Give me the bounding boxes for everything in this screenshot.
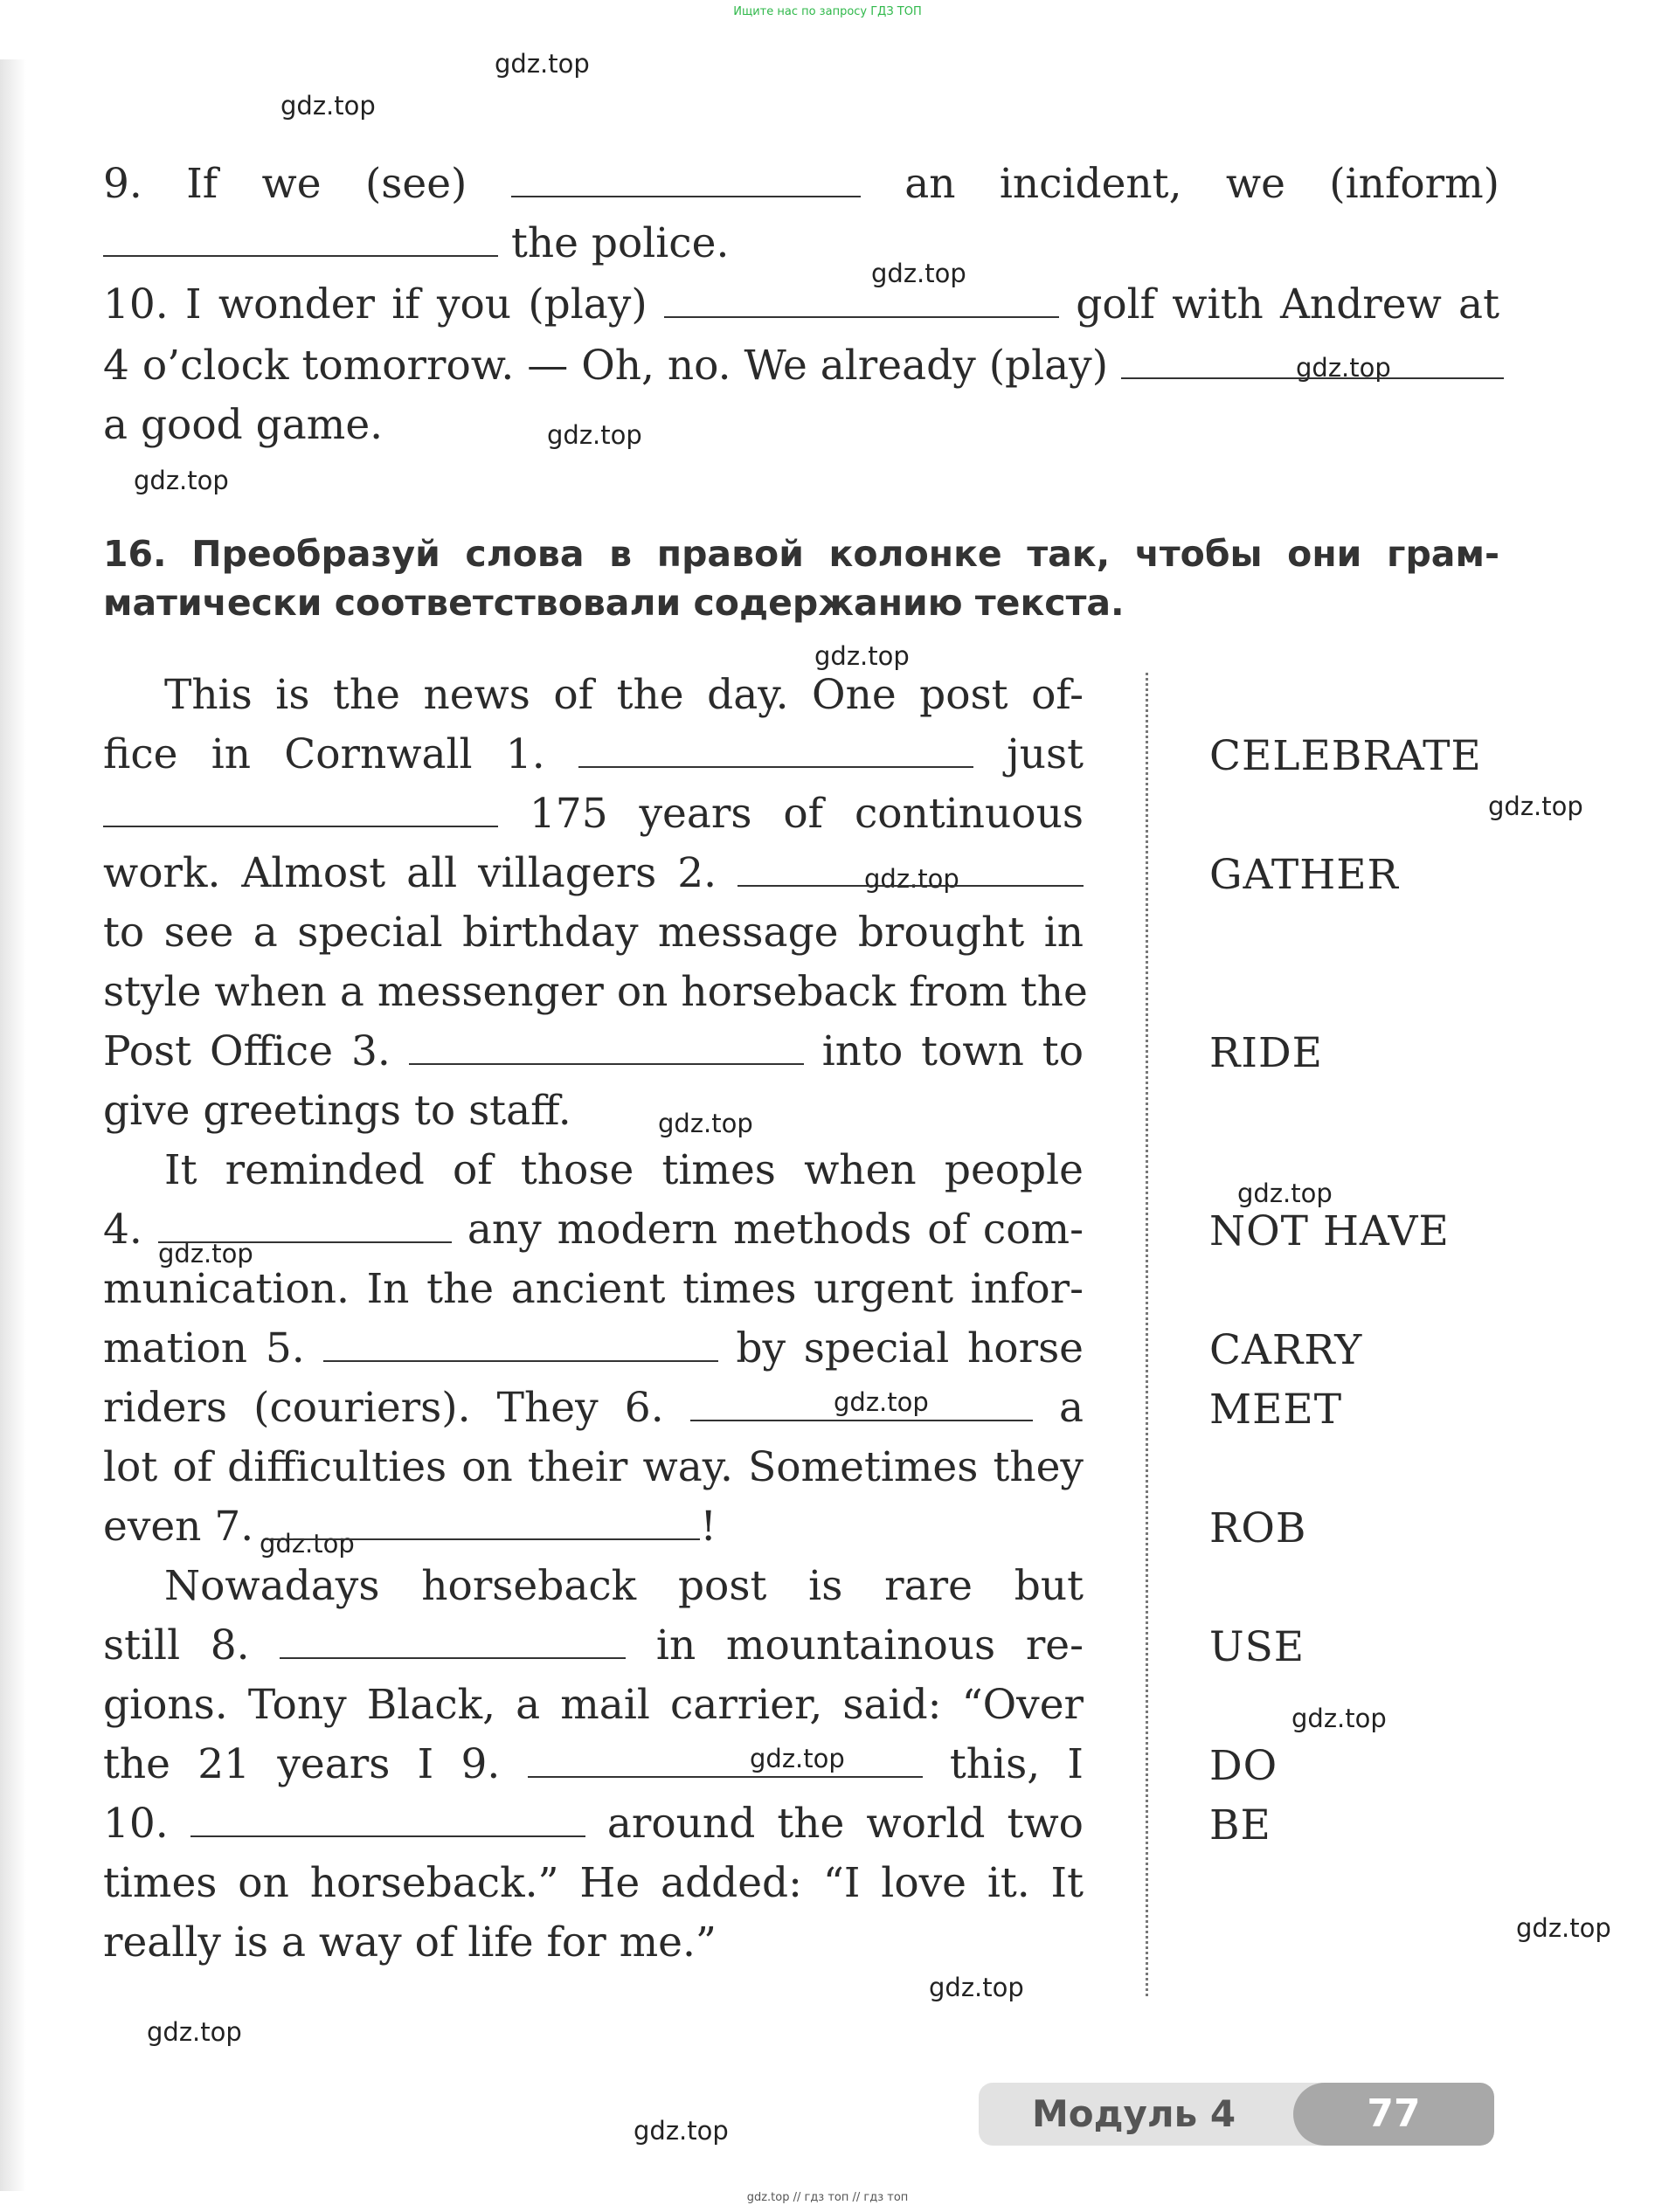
watermark: gdz.top <box>1296 353 1391 383</box>
answer-blank-5[interactable] <box>323 1359 718 1362</box>
watermark: gdz.top <box>929 1973 1024 2002</box>
answer-blank[interactable] <box>103 254 498 257</box>
answer-blank-6[interactable] <box>690 1419 1033 1421</box>
answer-blank-4[interactable] <box>158 1241 452 1243</box>
watermark: gdz.top <box>147 2017 242 2047</box>
watermark: gdz.top <box>871 259 966 288</box>
answer-blank-2[interactable] <box>737 884 1084 887</box>
text-line: style when a messenger on horseback from the <box>103 968 1088 1016</box>
answer-blank-1a[interactable] <box>578 765 973 768</box>
answer-blank-3[interactable] <box>409 1062 804 1065</box>
footer-note: gdz.top // гдз топ // гдз топ <box>746 2191 909 2204</box>
text-line: even 7. ! <box>103 1503 717 1551</box>
prev-line-3: 10. I wonder if you (play) golf with Andrew at <box>103 280 1499 328</box>
header-note: Ищите нас по запросу ГДЗ ТОП <box>733 5 922 18</box>
watermark: gdz.top <box>1237 1179 1333 1208</box>
text-line: 4. any modern methods of com- <box>103 1206 1084 1254</box>
page-edge-shadow <box>0 59 26 2191</box>
word-carry: CARRY <box>1209 1326 1363 1374</box>
word-meet: MEET <box>1209 1386 1343 1434</box>
text-line: 175 years of continuous <box>103 785 1084 844</box>
prev-line-4: 4 o’clock tomorrow. — Oh, no. We already (play) <box>103 335 1499 397</box>
watermark: gdz.top <box>495 49 590 79</box>
column-divider <box>1146 673 1148 1996</box>
module-label: Модуль 4 <box>1031 2092 1236 2135</box>
text-line: Nowadays horseback post is rare but <box>164 1562 1084 1610</box>
answer-blank-8[interactable] <box>280 1656 626 1659</box>
text-line: gions. Tony Black, a mail carrier, said: “Over <box>103 1681 1084 1729</box>
text-line: to see a special birthday message brought in <box>103 909 1084 957</box>
answer-blank-7[interactable] <box>267 1538 700 1540</box>
watermark: gdz.top <box>547 420 642 450</box>
word-gather: GATHER <box>1209 851 1399 899</box>
task-title-line-1: 16. Преобразуй слова в правой колонке так, чтобы они грам- <box>103 533 1499 575</box>
module-badge <box>979 2083 1494 2146</box>
watermark: gdz.top <box>750 1744 845 1773</box>
text-line: really is a way of life for me.” <box>103 1918 717 1967</box>
answer-blank-10[interactable] <box>190 1835 585 1837</box>
word-rob: ROB <box>1209 1504 1307 1552</box>
watermark: gdz.top <box>1291 1704 1387 1733</box>
text-line: still 8. in mountainous re- <box>103 1621 1084 1669</box>
answer-blank[interactable] <box>1121 377 1504 379</box>
answer-blank-1b[interactable] <box>103 825 498 827</box>
task-title-line-2: матически соответствовали содержанию текста. <box>103 582 1125 624</box>
watermark: gdz.top <box>634 2116 729 2146</box>
word-use: USE <box>1209 1623 1305 1671</box>
watermark: gdz.top <box>814 641 910 671</box>
word-not-have: NOT HAVE <box>1209 1207 1450 1255</box>
word-ride: RIDE <box>1209 1029 1323 1077</box>
watermark: gdz.top <box>260 1529 355 1559</box>
text-line: Post Office 3. into town to <box>103 1027 1084 1075</box>
text-line: the 21 years I 9. this, I <box>103 1740 1084 1788</box>
answer-blank-9[interactable] <box>528 1775 923 1778</box>
text-line: riders (couriers). They 6. a <box>103 1384 1084 1432</box>
text-line: munication. In the ancient times urgent infor- <box>103 1265 1084 1313</box>
watermark: gdz.top <box>1516 1913 1611 1943</box>
prev-line-2: the police. <box>103 213 1499 274</box>
watermark: gdz.top <box>1488 791 1583 821</box>
text-line: mation 5. by special horse <box>103 1324 1084 1372</box>
text-line: fice in Cornwall 1. just <box>103 730 1084 778</box>
text-line: It reminded of those times when people <box>164 1146 1084 1194</box>
watermark: gdz.top <box>658 1109 753 1138</box>
watermark: gdz.top <box>134 466 229 495</box>
text-line: 10. around the world two <box>103 1800 1084 1848</box>
watermark: gdz.top <box>864 864 959 894</box>
text-line: This is the news of the day. One post of- <box>164 671 1084 719</box>
word-celebrate: CELEBRATE <box>1209 732 1482 780</box>
page-number: 77 <box>1293 2083 1494 2146</box>
text-line: give greetings to staff. <box>103 1087 571 1135</box>
prev-line-1: 9. If we (see) an incident, we (inform) <box>103 160 1500 208</box>
answer-blank[interactable] <box>664 315 1059 318</box>
word-do: DO <box>1209 1742 1278 1790</box>
text-line: work. Almost all villagers 2. <box>103 844 1084 903</box>
answer-blank[interactable] <box>511 195 861 197</box>
text-line: lot of difficulties on their way. Sometimes they <box>103 1443 1084 1491</box>
watermark: gdz.top <box>834 1387 929 1417</box>
watermark: gdz.top <box>158 1239 253 1268</box>
prev-line-5: a good game. <box>103 401 384 449</box>
word-be: BE <box>1209 1801 1271 1849</box>
text-line: times on horseback.” He added: “I love it. It <box>103 1859 1084 1907</box>
watermark: gdz.top <box>280 91 376 121</box>
